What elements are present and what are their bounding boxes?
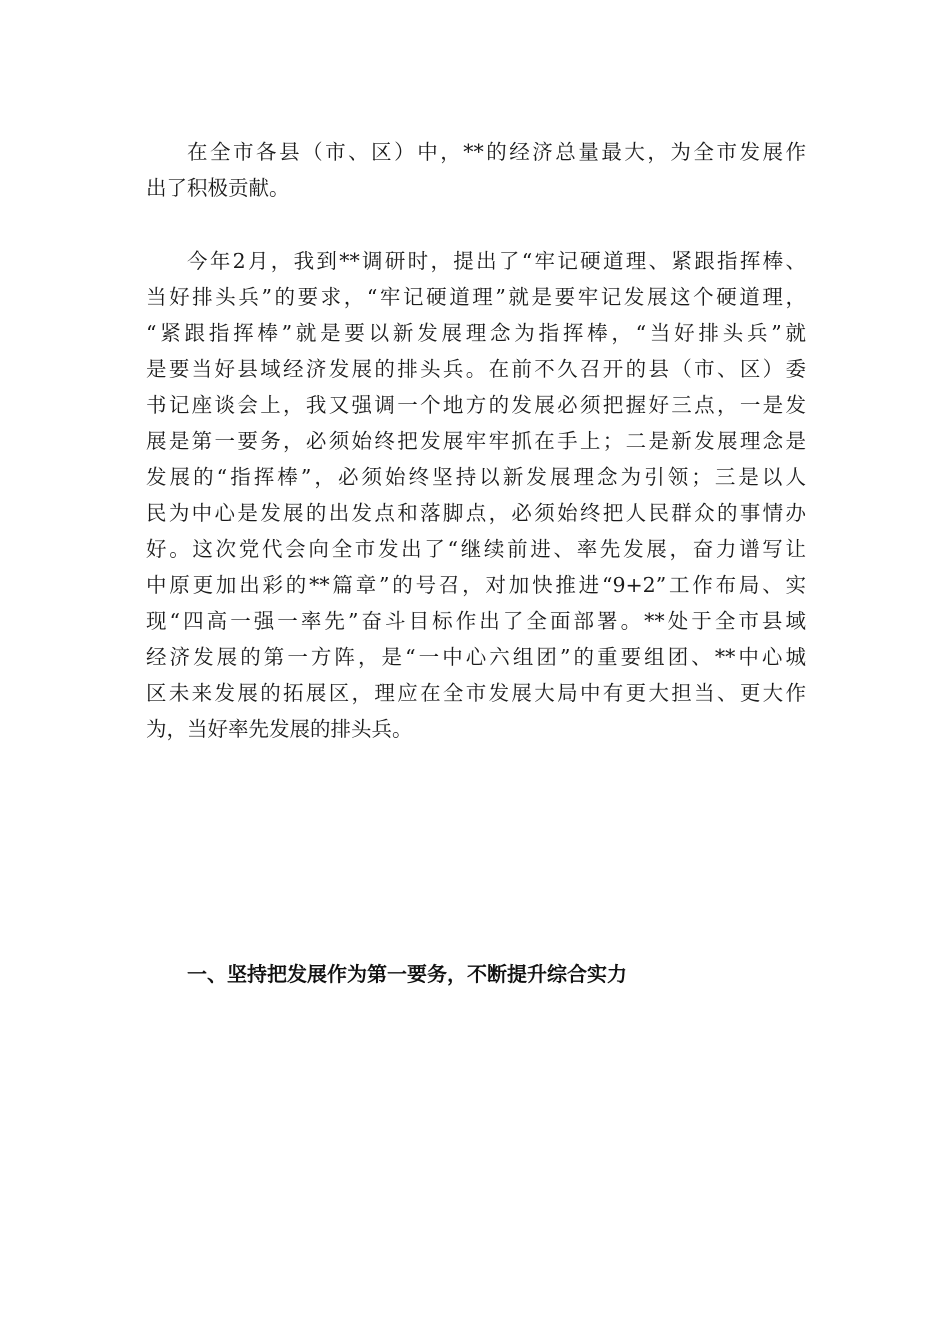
paragraph-intro xyxy=(146,134,806,206)
text-line: 书记座谈会上，我又强调一个地方的发展必须把握好三点，一是发 xyxy=(146,393,806,417)
text-line: 中原更加出彩的**篇章”的号召，对加快推进“9+2”工作布局、实 xyxy=(146,573,806,597)
section-heading: 一、坚持把发展作为第一要务，不断提升综合实力 xyxy=(187,962,627,986)
text-line: 在全市各县（市、区）中，**的经济总量最大，为全市发展作 xyxy=(187,140,806,164)
text-line: 今年2月，我到**调研时，提出了“牢记硬道理、紧跟指挥棒、 xyxy=(187,249,806,273)
text-line: 出了积极贡献。 xyxy=(146,176,290,200)
text-line: 为，当好率先发展的排头兵。 xyxy=(146,717,413,741)
text-line: 是要当好县域经济发展的排头兵。在前不久召开的县（市、区）委 xyxy=(146,357,806,381)
text-line: 民为中心是发展的出发点和落脚点，必须始终把人民群众的事情办 xyxy=(146,501,806,525)
text-line: 当好排头兵”的要求，“牢记硬道理”就是要牢记发展这个硬道理， xyxy=(146,285,806,309)
text-line: 发展的“指挥棒”，必须始终坚持以新发展理念为引领；三是以人 xyxy=(146,465,806,489)
text-line: “紧跟指挥棒”就是要以新发展理念为指挥棒，“当好排头兵”就 xyxy=(146,321,806,345)
paragraph-main xyxy=(146,243,806,747)
text-line: 展是第一要务，必须始终把发展牢牢抓在手上；二是新发展理念是 xyxy=(146,429,806,453)
text-line: 经济发展的第一方阵，是“一中心六组团”的重要组团、**中心城 xyxy=(146,645,806,669)
text-line: 区未来发展的拓展区，理应在全市发展大局中有更大担当、更大作 xyxy=(146,681,806,705)
text-line: 现“四高一强一率先”奋斗目标作出了全面部署。**处于全市县域 xyxy=(146,609,806,633)
text-line: 好。这次党代会向全市发出了“继续前进、率先发展，奋力谱写让 xyxy=(146,537,806,561)
